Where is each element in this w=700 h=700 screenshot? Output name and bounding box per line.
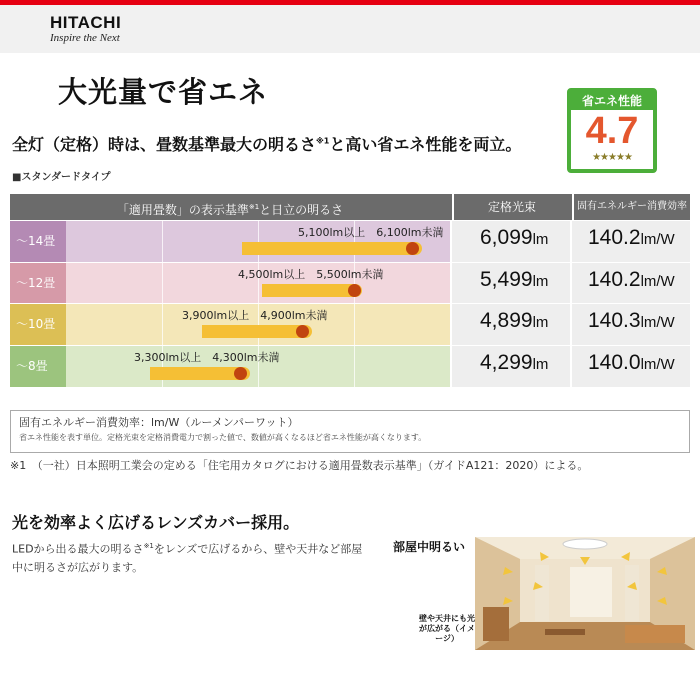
page-title: 大光量で省エネ — [58, 75, 269, 109]
efficiency-value: 140.2lm/W — [588, 226, 675, 249]
brand-tagline: Inspire the Next — [50, 32, 120, 44]
room-image — [475, 537, 695, 650]
info-box — [10, 410, 690, 453]
efficiency-cell — [570, 304, 690, 345]
table-row — [10, 262, 690, 303]
hitachi-brightness-dot — [296, 325, 309, 338]
brightness-table — [10, 194, 690, 386]
range-bar — [242, 242, 422, 255]
table-row — [10, 303, 690, 344]
efficiency-cell — [570, 221, 690, 262]
table-row — [10, 345, 690, 386]
table-header — [10, 194, 690, 220]
lumen-value: 4,299lm — [480, 350, 549, 374]
range-text: 3,300lm以上 4,300lm未満 — [134, 350, 280, 364]
bright-label: 部屋中明るい — [393, 540, 466, 554]
efficiency-value: 140.2lm/W — [588, 267, 675, 291]
info-line-1: 固有エネルギー消費効率：lm/W（ルーメンパーワット） — [19, 416, 299, 429]
lumen-cell — [450, 221, 570, 262]
lens-title: 光を効率よく広げるレンズカバー採用。 — [12, 513, 300, 532]
efficiency-cell — [570, 263, 690, 304]
header-lumen: 定格光束 — [452, 194, 570, 220]
lumen-value: 6,099lm — [480, 226, 549, 249]
hitachi-brightness-dot — [348, 284, 361, 297]
range-text: 4,500lm以上 5,500lm未満 — [238, 267, 384, 281]
hitachi-brightness-dot — [406, 242, 419, 255]
badge-label: 省エネ性能 — [571, 92, 653, 110]
range-text: 5,100lm以上 6,100lm未満 — [298, 226, 444, 239]
range-area — [66, 304, 450, 345]
footnote: ※1 （一社）日本照明工業会の定める「住宅用カタログにおける適用畳数表示基準」（ガイドA121：2020）による。 — [10, 459, 589, 472]
subtitle — [12, 132, 521, 155]
lumen-cell — [450, 263, 570, 304]
energy-rating-badge — [567, 88, 657, 173]
row-label: ～8畳 — [10, 346, 66, 387]
range-area — [66, 346, 450, 387]
efficiency-value: 140.3lm/W — [588, 309, 675, 332]
header — [0, 5, 700, 53]
range-text: 3,900lm以上 4,900lm未満 — [182, 309, 328, 322]
subtitle-note: ※1 — [316, 136, 330, 146]
info-line-2: 省エネ性能を表す単位。定格光束を定格消費電力で割った値で、数値が高くなるほど省エネ性能が高くなります。 — [19, 433, 427, 442]
room-illustration — [475, 537, 695, 650]
lens-body: LEDから出る最大の明るさ$^{※1}$をレンズで広げるから、壁や天井など部屋中に明るさが広がります。 — [12, 542, 363, 574]
lumen-value: 4,899lm — [480, 309, 549, 332]
header-efficiency: 固有エネルギー消費効率 — [572, 194, 690, 220]
badge-value: 4.7 — [585, 110, 639, 152]
image-note: 壁や天井にも光が広がる（イメージ） — [419, 614, 475, 643]
row-label: ～14畳 — [10, 221, 66, 262]
brand-logo[interactable] — [50, 14, 121, 45]
lumen-cell — [450, 346, 570, 387]
table-row — [10, 220, 690, 261]
hitachi-brightness-dot — [234, 367, 247, 380]
subtitle-text: 全灯（定格）時は、畳数基準最大の明るさ — [12, 135, 317, 154]
star-rating-icon: ★★★★★ — [592, 152, 632, 163]
lumen-value: 5,499lm — [480, 267, 549, 291]
brand-name: HITACHI — [50, 13, 122, 32]
lumen-cell — [450, 304, 570, 345]
type-label: ■スタンダードタイプ — [12, 172, 111, 183]
row-label: ～10畳 — [10, 304, 66, 345]
efficiency-cell — [570, 346, 690, 387]
range-bar — [262, 284, 362, 297]
range-area — [66, 221, 450, 262]
header-standard: 「適用畳数」の表示基準$^{※1}$と日立の明るさ — [116, 203, 344, 217]
subtitle-text-after: と高い省エネ性能を両立。 — [329, 135, 522, 154]
efficiency-value: 140.0lm/W — [588, 350, 675, 374]
range-area — [66, 263, 450, 304]
row-label: ～12畳 — [10, 263, 66, 304]
